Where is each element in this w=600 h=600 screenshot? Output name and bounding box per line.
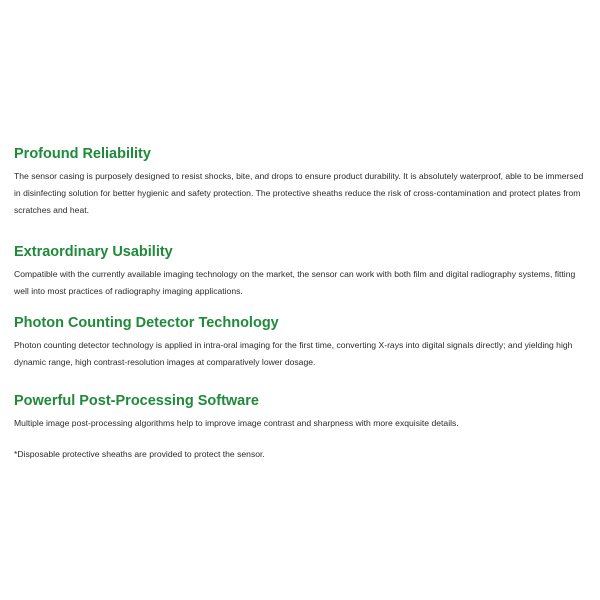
section-photon-counting [14,314,588,371]
section-heading: Photon Counting Detector Technology [14,315,279,331]
section-body: Photon counting detector technology is applied in intra-oral imaging for the first time, converting X-rays into digital signals directly; and yielding high dynamic range, high contrast-resolution images at comparatively lower dosage. [14,340,573,367]
section-heading: Profound Reliability [14,146,151,162]
section-heading: Powerful Post-Processing Software [14,393,259,409]
section-heading: Extraordinary Usability [14,244,173,260]
section-body: The sensor casing is purposely designed to resist shocks, bite, and drops to ensure product durability. It is absolutely waterproof, able to be immersed in disinfecting solution for better hygienic and safety protection. The protective sheaths reduce the risk of cross-contamination and protect plates from scratches and heat. [14,171,584,215]
section-post-processing [14,392,588,432]
section-body: Compatible with the currently available imaging technology on the market, the sensor can work with both film and digital radiography systems, fitting well into most practices of radiography imaging applications. [14,269,576,296]
section-extraordinary-usability [14,243,588,300]
section-profound-reliability [14,145,588,219]
section-body: Multiple image post-processing algorithms help to improve image contrast and sharpness with more exquisite details. [14,418,459,428]
footnote: *Disposable protective sheaths are provided to protect the sensor. [14,449,265,459]
